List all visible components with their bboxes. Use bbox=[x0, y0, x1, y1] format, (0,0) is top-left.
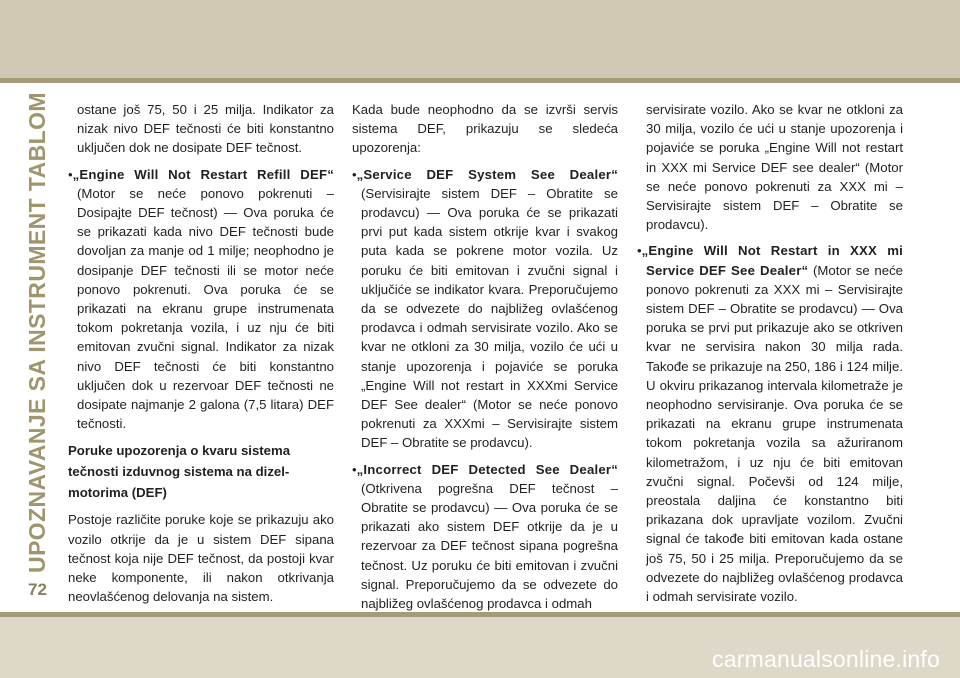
bullet-text: (Motor se neće ponovo pokrenuti za XXX mi – Servisirajte sistem DEF – Obratite se prodavcu) — Ova poruka se prvi put prikazuje ako se otkriven kvar ne servisira nakon 30 milja rada. Takođe se prikazuje na 250, 186 i 124 milje. U okviru prikazanog intervala kilometraže je neophodno servisiranje. Ova poruka će se prikazati na ekranu grupe instrumenata tokom pokretanja vozila sa ažuriranom kilometražom, i uz nju će biti emitovan zvučni signal. Počevši od 124 milje, preostala daljina će konstantno biti prikazana dok upravljate vozilom. Zvučni signal će takođe biti emitovan kada ostane još 75, 50 i 25 milja. Preporučujemo da se odvezete do najbližeg ovlašćenog prodavca i odmah servisirate vozilo. bbox=[646, 262, 903, 605]
bullet-title: „Engine Will Not Restart Refill DEF“ bbox=[72, 166, 334, 182]
bullet-item: •„Service DEF System See Dealer“ (Servisirajte sistem DEF – Obratite se prodavcu) — Ova poruka će se prikazati prvi put kada sistem otkrije kvar i svakog puta kada se pokrene motor vozila. Uz poruku će biti emitovan i zvučni signal i uključiće se indikator kvara. Preporučujemo da se odvezete do najbližeg ovlašćenog prodavca i odmah servisirate vozilo. Ako se kvar ne otkloni za 30 milja, vozilo će ući u stanje upozorenja i pojaviće se poruka „Engine Will not restart in XXXmi Service DEF See dealer“ (Motor se neće ponovo pokrenuti za XXXmi – Servisirajte sistem DEF – Obratite se prodavcu). bbox=[352, 166, 618, 451]
text-column-3 bbox=[637, 100, 903, 613]
bullet-title: „Engine Will Not Restart in XXX mi Service DEF See Dealer“ bbox=[641, 243, 903, 278]
paragraph: Kada bude neophodno da se izvrši servis sistema DEF, prikazuju se sledeća upozorenja: bbox=[352, 102, 618, 156]
paragraph: Postoje različite poruke koje se prikazuju ako vozilo otkrije da je u sistem DEF sipana tečnost koja nije DEF tečnost, da postoji kvar neke komponente, ili nakon otkrivanja neovlašćenog delovanja na sistem. bbox=[68, 512, 334, 605]
bullet-text: (Motor se neće ponovo pokrenuti – Dosipajte DEF tečnost) — Ova poruka će se prikazati kada nivo DEF tečnosti bude dovoljan za manje od 1 milje; neophodno je dosipanje DEF tečnosti ili se motor neće ponovo pokrenuti. Ova poruka će se prikazati na ekranu grupe instrumenata tokom pokretanja vozila, i uz nju će biti emitovan zvučni signal. Indikator za nizak nivo DEF tečnosti će biti konstantno uključen dok u rezervoar DEF tečnosti ne dosipate najmanje 2 galona (7,5 litara) DEF tečnosti. bbox=[77, 185, 334, 432]
footer-rule bbox=[0, 612, 960, 617]
paragraph: servisirate vozilo. Ako se kvar ne otkloni za 30 milja, vozilo će ući u stanje upozorenja i pojaviće se poruka „Engine Will not restart in XXX mi Service DEF see dealer“ (Motor se neće ponovo pokrenuti za XXX mi – Servisirajte sistem DEF – Obratite se prodavcu). bbox=[646, 102, 903, 233]
page-number: 72 bbox=[28, 580, 47, 599]
text-column-1 bbox=[68, 100, 334, 613]
header-rule bbox=[0, 78, 960, 83]
header-band bbox=[0, 0, 960, 78]
text-column-2 bbox=[352, 100, 618, 620]
paragraph: ostane još 75, 50 i 25 milja. Indikator za nizak nivo DEF tečnosti će biti konstantno uključen dok ne dosipate DEF tečnost. bbox=[77, 102, 334, 156]
watermark-text: carmanualsonline.info bbox=[712, 646, 940, 672]
bullet-title: „Service DEF System See Dealer“ bbox=[356, 166, 618, 182]
bullet-text: (Otkrivena pogrešna DEF tečnost – Obratite se prodavcu) — Ova poruka će se prikazati ako sistem DEF otkrije da je u rezervoar za DEF tečnost sipana pogrešna tečnost. Uz poruku će biti emitovan i zvučni signal. Preporučujemo da se odvezete do najbližeg ovlašćenog prodavca i odmah bbox=[361, 480, 618, 612]
section-tab-label: UPOZNAVANJE SA INSTRUMENT TABLOM bbox=[23, 92, 50, 573]
section-heading: Poruke upozorenja o kvaru sistema tečnosti izduvnog sistema na dizel-motorima (DEF) bbox=[68, 443, 291, 501]
bullet-item: •„Incorrect DEF Detected See Dealer“ (Otkrivena pogrešna DEF tečnost – Obratite se prodavcu) — Ova poruka će se prikazati ako sistem DEF otkrije da je u rezervoar za DEF tečnost sipana pogrešna tečnost. Uz poruku će biti emitovan i zvučni signal. Preporučujemo da se odvezete do najbližeg ovlašćenog prodavca i odmah bbox=[352, 461, 618, 612]
bullet-text: (Servisirajte sistem DEF – Obratite se prodavcu) — Ova poruka će se prikazati prvi put kada sistem otkrije kvar i svakog puta kada se pokrene motor vozila. Uz poruku će biti emitovan i zvučni signal i uključiće se indikator kvara. Preporučujemo da se odvezete do najbližeg ovlašćenog prodavca i odmah servisirate vozilo. Ako se kvar ne otkloni za 30 milja, vozilo će ući u stanje upozorenja i pojaviće se poruka „Engine Will not restart in XXXmi Service DEF See dealer“ (Motor se neće ponovo pokrenuti za XXXmi – Servisirajte sistem DEF – Obratite se prodavcu). bbox=[361, 185, 618, 451]
bullet-item: •„Engine Will Not Restart Refill DEF“ (Motor se neće ponovo pokrenuti – Dosipajte DEF tečnost) — Ova poruka će se prikazati kada nivo DEF tečnosti bude dovoljan za manje od 1 milje; neophodno je dosipanje DEF tečnosti ili se motor neće ponovo pokrenuti. Ova poruka će se prikazati na ekranu grupe instrumenata tokom pokretanja vozila, i uz nju će biti emitovan zvučni signal. Indikator za nizak nivo DEF tečnosti će biti konstantno uključen dok u rezervoar DEF tečnosti ne dosipate najmanje 2 galona (7,5 litara) DEF tečnosti. bbox=[68, 166, 334, 432]
bullet-title: „Incorrect DEF Detected See Dealer“ bbox=[356, 461, 618, 477]
section-tab bbox=[22, 92, 52, 573]
bullet-item: •„Engine Will Not Restart in XXX mi Service DEF See Dealer“ (Motor se neće ponovo pokrenuti za XXX mi – Servisirajte sistem DEF – Obratite se prodavcu) — Ova poruka se prvi put prikazuje ako se otkriven kvar ne servisira nakon 30 milja rada. Takođe se prikazuje na 250, 186 i 124 milje. U okviru prikazanog intervala kilometraže je neophodno servisiranje. Ova poruka će se prikazati na ekranu grupe instrumenata tokom pokretanja vozila sa ažuriranom kilometražom, i uz nju će biti emitovan zvučni signal. Počevši od 124 milje, preostala daljina će konstantno biti prikazana dok upravljate vozilom. Zvučni signal će takođe biti emitovan kada ostane još 75, 50 i 25 milja. Preporučujemo da se odvezete do najbližeg ovlašćenog prodavca i odmah servisirate vozilo. bbox=[637, 243, 903, 605]
